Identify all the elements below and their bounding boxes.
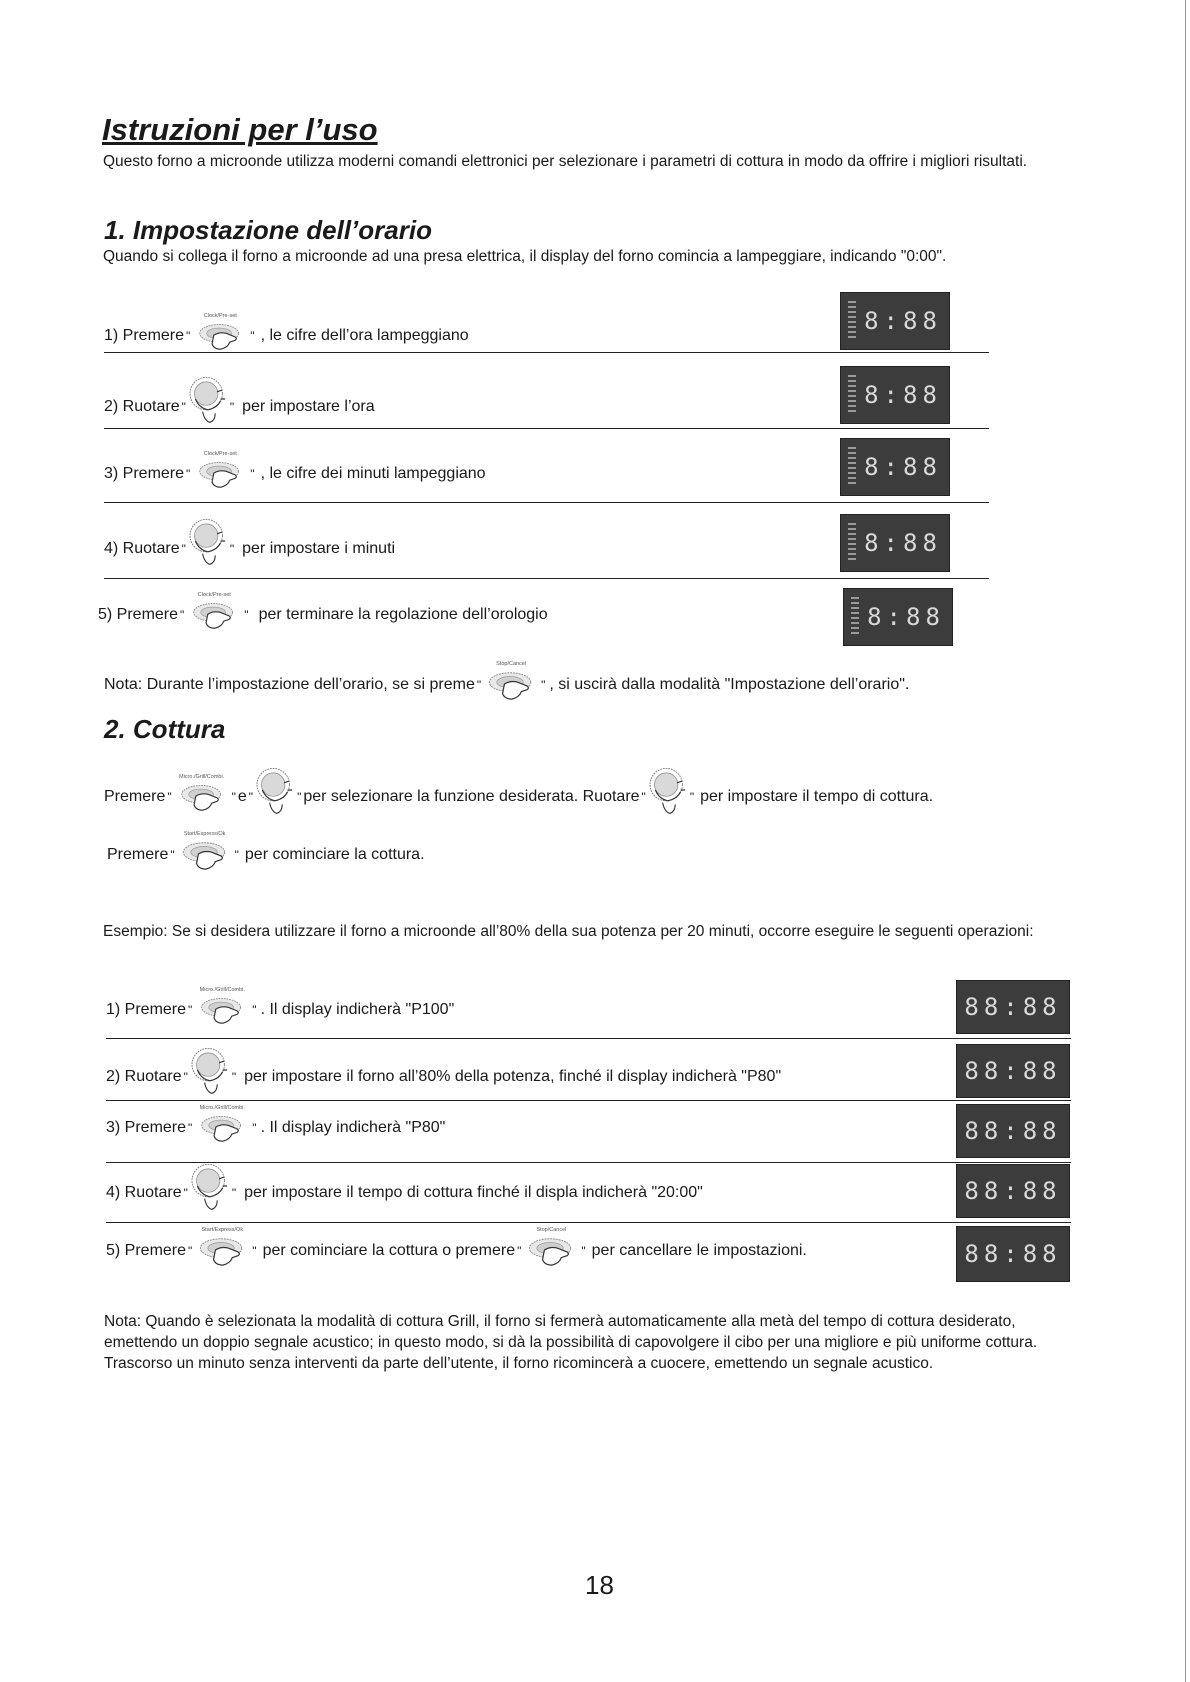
line-text: e — [237, 788, 247, 805]
lcd-display: 8:88 — [840, 438, 950, 496]
rotary-knob-icon — [648, 763, 688, 817]
s1-step-1: 1) Premere " Clock/Pre-set " , le cifre dell’ora lampeggiano — [104, 322, 469, 350]
micro-grill-combi-button-icon: Micro./Grill/Combi. — [178, 782, 226, 812]
s1-step-2: 2) Ruotare " " per impostare l’ora — [104, 390, 375, 424]
start-express-ok-button-icon: Start/Express/Ok — [198, 1235, 246, 1267]
line-text: Premere — [107, 846, 169, 863]
s2-line-2: Premere " Start/Express/Ok " per cominciare la cottura. — [107, 838, 425, 872]
step-prefix: 5) Premere — [98, 606, 179, 623]
stop-cancel-button-icon: Stop/Cancel — [487, 669, 535, 701]
lcd-display: 8:88 — [840, 366, 950, 424]
page-number: 18 — [585, 1570, 614, 1600]
s2-step-5: 5) Premere " Start/Express/Ok " per cominciare la cottura o premere " Stop/Cancel " per cancellare le impostazioni. — [106, 1234, 807, 1268]
rotary-knob-icon — [255, 763, 295, 817]
stop-cancel-button-icon: Stop/Cancel — [527, 1235, 575, 1267]
micro-grill-combi-button-icon: Micro./Grill/Combi. — [198, 995, 246, 1025]
divider — [106, 1100, 1071, 1101]
section1-text: Quando si collega il forno a microonde ad una presa elettrica, il display del forno comincia a lampeggiare, indicando "0:00". — [103, 248, 947, 265]
divider — [104, 352, 989, 353]
rotary-knob-icon — [188, 514, 228, 568]
section1-heading: 1. Impostazione dell’orario — [104, 215, 432, 245]
rotary-knob-icon — [190, 1043, 230, 1097]
step-suffix: per cancellare le impostazioni. — [591, 1242, 807, 1259]
s2-step-4: 4) Ruotare " " per impostare il tempo di cottura finché il displa indicherà "20:00" — [106, 1176, 703, 1210]
lcd-display: 8:88 — [843, 588, 953, 646]
step-prefix: 3) Premere — [104, 465, 185, 482]
page-edge-line — [1185, 0, 1186, 1682]
note-suffix: , si uscirà dalla modalità "Impostazione dell’orario". — [549, 676, 910, 693]
step-prefix: 5) Premere — [106, 1242, 187, 1259]
step-suffix: per impostare il tempo di cottura finché il displa indicherà "20:00" — [244, 1184, 703, 1201]
step-suffix: per impostare i minuti — [242, 540, 396, 557]
divider — [106, 1038, 1071, 1039]
step-suffix: . Il display indicherà "P100" — [260, 1001, 455, 1018]
step-suffix: per impostare l’ora — [242, 398, 375, 415]
step-prefix: 3) Premere — [106, 1119, 187, 1136]
step-suffix: , le cifre dell’ora lampeggiano — [260, 327, 469, 344]
step-suffix: . Il display indicherà "P80" — [260, 1119, 446, 1136]
lcd-display: 88:88 — [956, 1044, 1070, 1098]
section2-heading: 2. Cottura — [104, 714, 226, 744]
s2-step-2: 2) Ruotare " " per impostare il forno all’80% della potenza, finché il display indicherà "P80" — [106, 1060, 781, 1094]
section2-note: Nota: Quando è selezionata la modalità di cottura Grill, il forno si fermerà automaticamente alla metà del tempo di cottura desiderato, emettendo un doppio segnale acustico; in questo modo, si dà la possibilità di capovolgere il cibo per una migliore e più uniforme cottura. Trascorso un minuto senza interventi da parte dell’utente, il forno ricomincerà a cuocere, emettendo un segnale acustico. — [104, 1313, 1038, 1372]
micro-grill-combi-button-icon: Micro./Grill/Combi. — [198, 1113, 246, 1143]
start-express-ok-button-icon: Start/Express/Ok — [181, 839, 229, 871]
clock-preset-button-icon: Clock/Pre-set — [196, 459, 244, 489]
note-prefix: Nota: Durante l’impostazione dell’orario, se si preme — [104, 676, 475, 693]
example-text: Esempio: Se si desidera utilizzare il forno a microonde all’80% della sua potenza per 20 minuti, occorre eseguire le seguenti operazioni: — [103, 923, 1034, 940]
step-prefix: 4) Ruotare — [106, 1184, 182, 1201]
s1-step-3: 3) Premere " Clock/Pre-set " , le cifre dei minuti lampeggiano — [104, 460, 486, 488]
step-prefix: 1) Premere — [104, 327, 185, 344]
s2-step-1: 1) Premere " Micro./Grill/Combi. " . Il display indicherà "P100" — [106, 996, 454, 1024]
s1-step-5: 5) Premere " Clock/Pre-set " per terminare la regolazione dell’orologio — [98, 600, 548, 630]
lcd-display: 88:88 — [956, 1104, 1070, 1158]
line-text: per cominciare la cottura. — [244, 846, 425, 863]
divider — [104, 578, 989, 579]
line-text: Premere — [104, 788, 166, 805]
s1-note: Nota: Durante l’impostazione dell’orario, se si preme " Stop/Cancel " , si uscirà dalla modalità "Impostazione dell’orario". — [104, 668, 909, 702]
step-suffix: per terminare la regolazione dell’orologio — [258, 606, 548, 623]
lcd-display: 88:88 — [956, 1164, 1070, 1218]
lcd-display: 8:88 — [840, 514, 950, 572]
step-suffix: per cominciare la cottura o premere — [262, 1242, 516, 1259]
clock-preset-button-icon: Clock/Pre-set — [196, 321, 244, 351]
step-prefix: 2) Ruotare — [104, 398, 180, 415]
page-title: Istruzioni per l’uso — [102, 112, 378, 147]
step-prefix: 2) Ruotare — [106, 1068, 182, 1085]
s1-step-4: 4) Ruotare " " per impostare i minuti — [104, 532, 395, 566]
line-text: per impostare il tempo di cottura. — [700, 788, 934, 805]
step-suffix: , le cifre dei minuti lampeggiano — [260, 465, 486, 482]
rotary-knob-icon — [188, 372, 228, 426]
lcd-display: 8:88 — [840, 292, 950, 350]
step-prefix: 4) Ruotare — [104, 540, 180, 557]
s2-line-1: Premere " Micro./Grill/Combi. " e " " per selezionare la funzione desiderata. Ruotare " " per impostare il tempo di cottura. — [104, 780, 933, 814]
s2-step-3: 3) Premere " Micro./Grill/Combi. " . Il display indicherà "P80" — [106, 1114, 445, 1142]
divider — [104, 428, 989, 429]
divider — [104, 502, 989, 503]
clock-preset-button-icon: Clock/Pre-set — [190, 600, 238, 630]
rotary-knob-icon — [190, 1159, 230, 1213]
lcd-display: 88:88 — [956, 980, 1070, 1034]
step-suffix: per impostare il forno all’80% della potenza, finché il display indicherà "P80" — [244, 1068, 782, 1085]
lcd-display: 88:88 — [956, 1226, 1070, 1282]
line-text: per selezionare la funzione desiderata. Ruotare — [303, 788, 640, 805]
divider — [106, 1162, 1071, 1163]
step-prefix: 1) Premere — [106, 1001, 187, 1018]
divider — [106, 1222, 1071, 1223]
intro-text: Questo forno a microonde utilizza moderni comandi elettronici per selezionare i parametri di cottura in modo da offrire i migliori risultati. — [103, 153, 1028, 170]
